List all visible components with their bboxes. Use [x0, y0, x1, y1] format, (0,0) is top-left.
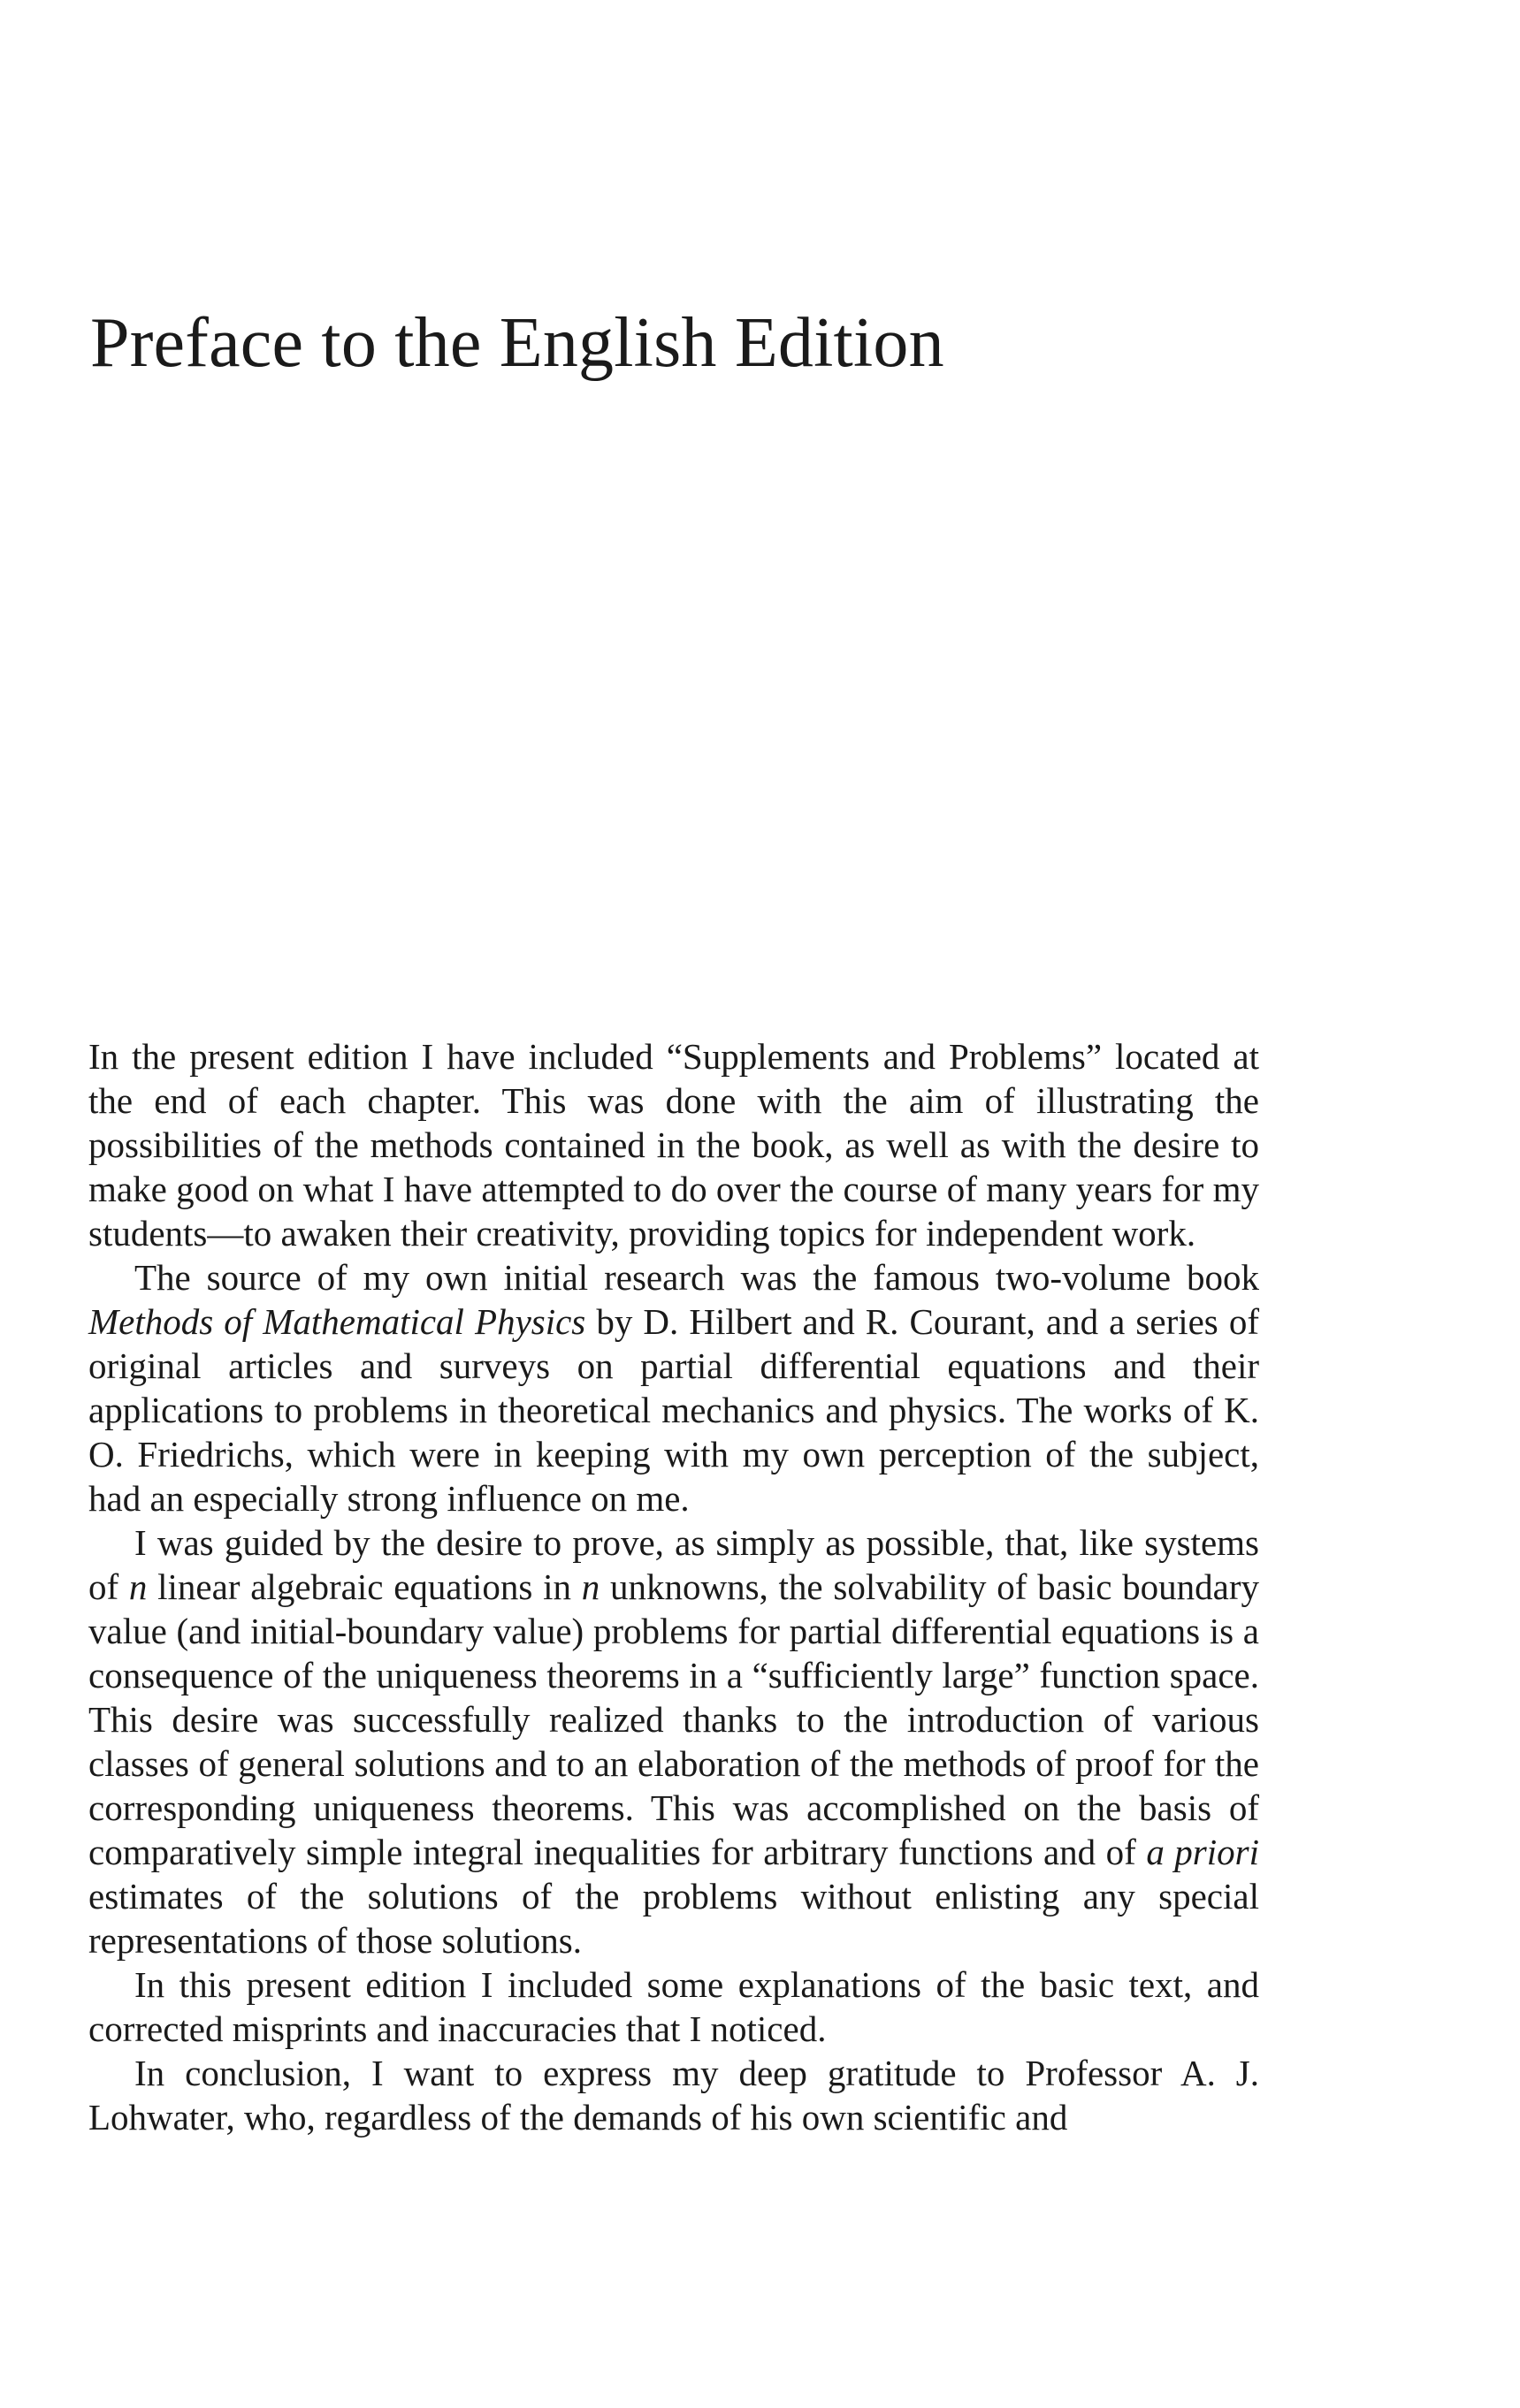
- page-title: Preface to the English Edition: [90, 304, 944, 382]
- paragraph-5: In conclusion, I want to express my deep gratitude to Professor A. J. Lohwater, who, regardless of the demands of his own scientific and: [88, 2053, 1259, 2137]
- paragraph-3-text-a: I was guided by the desire to prove, as simply as possible, that, like systems of: [88, 1522, 1259, 1607]
- paragraph-3-text-e: unknowns, the solvability of basic boundary value (and initial-boundary value) problems for partial differential equations is a consequence of the uniqueness theorems in a “sufficiently large” function space. This desire was successfully realized thanks to the introduction of various classes of general solutions and to an elaboration of the methods of proof for the corresponding uniqueness theorems. This was accomplished on the basis of comparatively simple integral inequalities for arbitrary functions and of: [88, 1566, 1259, 1872]
- paragraph-2-text-a: The source of my own initial research was the famous two-volume book: [134, 1257, 1259, 1298]
- a-priori-italic: a priori: [1146, 1832, 1259, 1872]
- paragraph-2: [88, 1255, 1259, 1520]
- paragraph-3: [88, 1520, 1259, 1962]
- paragraph-1: In the present edition I have included “Supplements and Problems” located at the end of each chapter. This was done with the aim of illustrating the possibilities of the methods contained in the book, as well as with the desire to make good on what I have attempted to do over the course of many years for my students—to awaken their creativity, providing topics for independent work.: [88, 1036, 1259, 1254]
- book-title-italic: Methods of Mathematical Physics: [88, 1301, 586, 1342]
- variable-n-italic-1: n: [128, 1566, 148, 1607]
- variable-n-italic-2: n: [581, 1566, 600, 1607]
- paragraph-4: In this present edition I included some explanations of the basic text, and corrected misprints and inaccuracies that I noticed.: [88, 1964, 1259, 2049]
- paragraph-3-text-g: estimates of the solutions of the problems without enlisting any special representations of those solutions.: [88, 1876, 1259, 1961]
- body-text: [88, 1034, 1259, 2139]
- paragraph-2-text-c: by D. Hilbert and R. Courant, and a series of original articles and surveys on partial differential equations and their applications to problems in theoretical mechanics and physics. The works of K. O. Friedrichs, which were in keeping with my own perception of the subject, had an especially strong influence on me.: [88, 1301, 1259, 1519]
- paragraph-3-text-c: linear algebraic equations in: [147, 1566, 582, 1607]
